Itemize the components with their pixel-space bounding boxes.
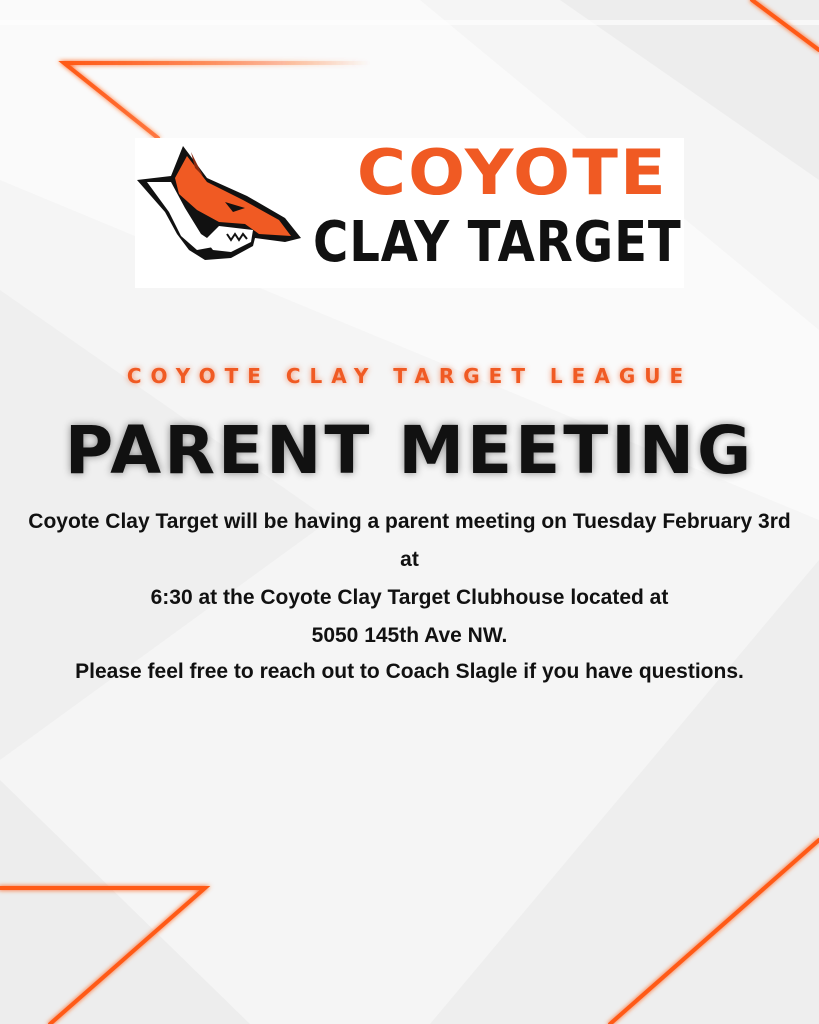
meeting-details <box>20 503 799 655</box>
logo-text-coyote: COYOTE <box>356 136 668 209</box>
coyote-head-icon <box>135 138 305 288</box>
logo-text-clay-target: CLAY TARGET <box>313 210 682 275</box>
details-line-1: Coyote Clay Target will be having a parent meeting on Tuesday February 3rd at <box>28 510 791 571</box>
page-title: PARENT MEETING <box>64 412 755 489</box>
contact-note: Please feel free to reach out to Coach Slagle if you have questions. <box>75 660 744 683</box>
details-line-2: 6:30 at the Coyote Clay Target Clubhouse located at <box>150 586 669 609</box>
club-logo <box>135 138 684 288</box>
details-line-3: 5050 145th Ave NW. <box>311 624 508 647</box>
league-title: COYOTE CLAY TARGET LEAGUE <box>126 364 693 388</box>
